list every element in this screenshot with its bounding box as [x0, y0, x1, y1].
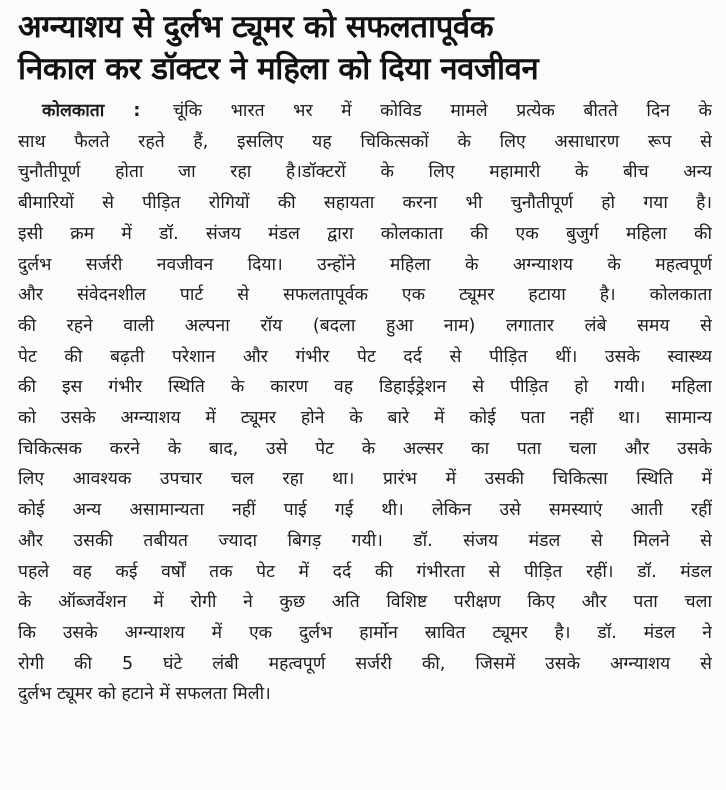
article-line: इसी क्रम में डॉ. संजय मंडल द्वारा कोलकाता की एक बुजुर्ग महिला की [18, 223, 712, 244]
headline-line: अग्न्याशय से दुर्लभ ट्यूमर को सफलतापूर्वक [18, 9, 494, 45]
article-line: की रहने वाली अल्पना रॉय (बदला हुआ नाम) लगातार लंबे समय से [18, 315, 712, 336]
article-line-text: चूंकि भारत भर में कोविड मामले प्रत्येक बीतते दिन के [172, 101, 712, 121]
headline-line: निकाल कर डॉक्टर ने महिला को दिया नवजीवन [18, 51, 539, 87]
article-line: दुर्लभ ट्यूमर को हटाने में सफलता मिली। [18, 684, 271, 705]
article-line: के ऑब्जर्वेशन में रोगी ने कुछ अति विशिष्ट परीक्षण किए और पता चला [18, 592, 712, 613]
article-line: लिए आवश्यक उपचार चल रहा था। प्रारंभ में उसकी चिकित्सा स्थिति में [18, 469, 712, 490]
article-line: कि उसके अग्न्याशय में एक दुर्लभ हार्मोन स्रावित ट्यूमर है। डॉ. मंडल ने [18, 622, 712, 643]
article-line: पेट की बढ़ती परेशान और गंभीर पेट दर्द से पीड़ित थीं। उसके स्वास्थ्य [18, 346, 712, 367]
article-line: रोगी की 5 घंटे लंबी महत्वपूर्ण सर्जरी की, जिसमें उसके अग्न्याशय से [18, 653, 712, 674]
article-body [18, 96, 712, 710]
article-line: साथ फैलते रहते हैं, इसलिए यह चिकित्सकों के लिए असाधारण रूप से [18, 131, 712, 152]
dateline: कोलकाता : [42, 101, 141, 121]
article-line: चिकित्सक करने के बाद, उसे पेट के अल्सर का पता चला और उसके [18, 438, 712, 459]
article-line: पहले वह कई वर्षों तक पेट में दर्द की गंभीरता से पीड़ित रहीं। डॉ. मंडल [18, 561, 712, 582]
article-line: चुनौतीपूर्ण होता जा रहा है।डॉक्टरों के लिए महामारी के बीच अन्य [18, 162, 712, 183]
article-line: की इस गंभीर स्थिति के कारण वह डिहाईड्रेशन से पीड़ित हो गयी। महिला [18, 377, 712, 398]
article-line: कोई अन्य असामान्यता नहीं पाई गई थी। लेकिन उसे समस्याएं आती रहीं [18, 500, 712, 521]
article-line: और उसकी तबीयत ज्यादा बिगड़ गयी। डॉ. संजय मंडल से मिलने से [18, 530, 712, 551]
article-line [18, 96, 712, 127]
article-line: बीमारियों से पीड़ित रोगियों की सहायता करना भी चुनौतीपूर्ण हो गया है। [18, 193, 712, 214]
headline [18, 6, 712, 90]
article-line: को उसके अग्न्याशय में ट्यूमर होने के बारे में कोई पता नहीं था। सामान्य [18, 408, 712, 429]
article-line: दुर्लभ सर्जरी नवजीवन दिया। उन्होंने महिला के अग्न्याशय के महत्वपूर्ण [18, 254, 712, 275]
article-line: और संवेदनशील पार्ट से सफलतापूर्वक एक ट्यूमर हटाया है। कोलकाता [18, 285, 712, 306]
